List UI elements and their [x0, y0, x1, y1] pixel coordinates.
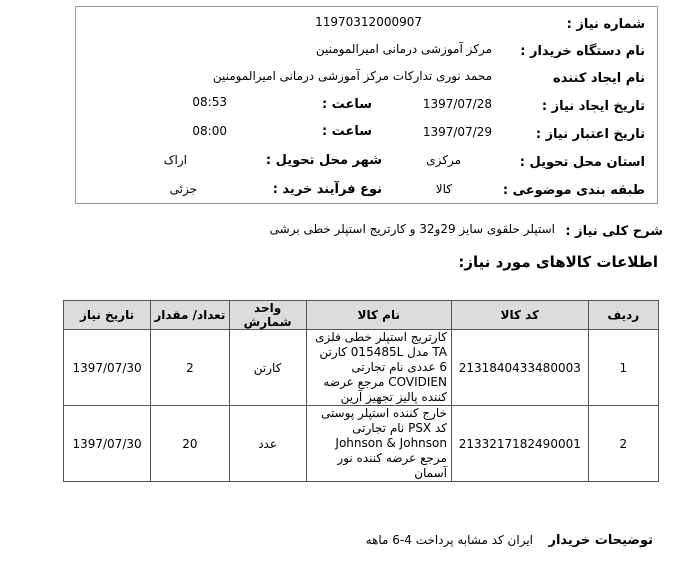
need-info-box — [75, 6, 658, 204]
created-date-value: 1397/07/28 — [422, 97, 492, 111]
valid-date-value: 1397/07/29 — [422, 125, 492, 139]
cell-name: خارج کننده استپلر پوستی کد PSX نام تجارتی Johnson & Johnson مرجع عرضه کننده نور آسمان — [306, 406, 451, 482]
delivery-city-value: اراک — [163, 153, 187, 167]
header-code: کد کالا — [451, 301, 588, 330]
header-row-number: ردیف — [588, 301, 658, 330]
buyer-notes-value: ایران کد مشابه پرداخت 4-6 ماهه — [365, 533, 533, 547]
cell-code: 2131840433480003 — [451, 330, 588, 406]
summary-value: استپلر حلقوی سایز 29و32 و کارتریج استپلر خطی برشی — [269, 222, 555, 236]
category-value: کالا — [435, 182, 452, 196]
created-time-label: ساعت : — [321, 97, 372, 112]
header-date: تاریخ نیاز — [64, 301, 151, 330]
creator-label: نام ایجاد کننده — [553, 71, 645, 86]
table-row — [64, 406, 659, 482]
created-time-value: 08:53 — [192, 95, 227, 109]
delivery-city-label: شهر محل تحویل : — [265, 153, 382, 168]
table-row — [64, 330, 659, 406]
process-type-value: جزئی — [169, 182, 197, 196]
cell-row-number: 1 — [588, 330, 658, 406]
header-qty: تعداد/ مقدار — [151, 301, 230, 330]
category-label: طبقه بندی موضوعی : — [502, 183, 645, 198]
items-table — [63, 300, 659, 482]
buyer-org-label: نام دستگاه خریدار : — [520, 44, 645, 59]
cell-code: 2133217182490001 — [451, 406, 588, 482]
cell-name: کارتریج استپلر خطی فلزی TA مدل 015485L کارتن 6 عددی نام تجارتی COVIDIEN مرجع عرضه کننده پالیز تجهیز آرین — [306, 330, 451, 406]
table-header-row — [64, 301, 659, 330]
need-number-value: 11970312000907 — [315, 15, 422, 29]
cell-row-number: 2 — [588, 406, 658, 482]
header-name: نام کالا — [306, 301, 451, 330]
valid-date-label: تاریخ اعتبار نیاز : — [535, 127, 645, 142]
cell-unit: عدد — [229, 406, 306, 482]
cell-unit: کارتن — [229, 330, 306, 406]
cell-qty: 2 — [151, 330, 230, 406]
need-number-label: شماره نیاز : — [566, 17, 645, 32]
created-date-label: تاریخ ایجاد نیاز : — [541, 99, 645, 114]
creator-value: محمد نوری تدارکات مرکز آموزشی درمانی امیرالمومنین — [212, 69, 492, 83]
summary-label: شرح کلی نیاز : — [565, 224, 663, 239]
delivery-province-label: استان محل تحویل : — [519, 155, 645, 170]
buyer-org-value: مرکز آموزشی درمانی امیرالمومنین — [315, 42, 492, 56]
process-type-label: نوع فرآیند خرید : — [272, 182, 382, 197]
cell-qty: 20 — [151, 406, 230, 482]
buyer-notes-label: توضیحات خریدار — [548, 533, 653, 548]
cell-date: 1397/07/30 — [64, 406, 151, 482]
valid-time-value: 08:00 — [192, 124, 227, 138]
valid-time-label: ساعت : — [321, 124, 372, 139]
header-unit: واحد شمارش — [229, 301, 306, 330]
items-section-title: اطلاعات کالاهای مورد نیاز: — [458, 253, 658, 271]
delivery-province-value: مرکزی — [426, 153, 461, 167]
cell-date: 1397/07/30 — [64, 330, 151, 406]
